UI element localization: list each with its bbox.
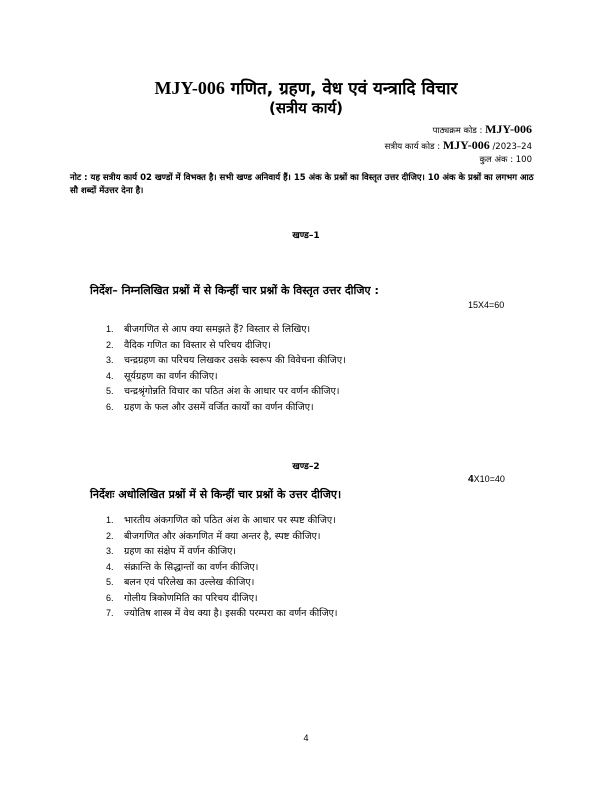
question-number: 1. xyxy=(106,324,114,334)
section-1-question-list xyxy=(106,322,346,415)
document-subtitle: (सत्रीय कार्य) xyxy=(268,99,344,117)
question-number: 2. xyxy=(106,339,114,350)
section-2-question-list xyxy=(106,513,338,622)
section-2-marks-rest: X10=40 xyxy=(473,474,505,484)
question-text: ग्रहण के फल और उसमें वर्जित कार्यों का वर्णन कीजिए। xyxy=(124,401,314,413)
question-text: चन्द्रग्रहण का परिचय लिखकर उसके स्वरूप की विवेचना कीजिए। xyxy=(124,355,346,366)
question-item xyxy=(106,353,346,369)
question-text: गोलीय त्रिकोणमिति का परिचय दीजिए। xyxy=(124,592,258,604)
question-item xyxy=(106,322,346,338)
section-1-instruction: निर्देश– निम्नलिखित प्रश्नों में से किन्हीं चार प्रश्नों के विस्तृत उत्तर दीजिए : xyxy=(90,284,379,297)
question-item xyxy=(106,529,338,545)
section-1-heading: खण्ड–1 xyxy=(292,231,320,241)
question-item xyxy=(106,513,338,529)
assignment-code-value: MJY-006 xyxy=(442,138,490,152)
question-text: चन्द्रश्रृंगोन्नति विचार का पठित अंश के आधार पर वर्णन कीजिए। xyxy=(124,386,340,397)
question-text: बीजगणित से आप क्या समझते हैं? विस्तार से लिखिए। xyxy=(124,324,311,335)
question-number: 1. xyxy=(106,515,114,525)
question-number: 5. xyxy=(106,386,114,396)
section-2-marks xyxy=(468,474,505,485)
section-2-marks-count: 4 xyxy=(468,474,474,485)
section-2-heading: खण्ड–2 xyxy=(292,462,320,472)
title-text: गणित, ग्रहण, वेध एवं यन्त्रादि विचार xyxy=(230,79,458,99)
question-text: वैदिक गणित का विस्तार से परिचय दीजिए। xyxy=(124,339,271,351)
question-text: सूर्यग्रहण का वर्णन कीजिए। xyxy=(124,370,218,382)
question-item xyxy=(106,560,338,576)
question-text: बलन एवं परिलेख का उल्लेख कीजिए। xyxy=(124,577,255,588)
question-item xyxy=(106,575,338,591)
question-item xyxy=(106,338,346,354)
question-number: 2. xyxy=(106,530,114,541)
question-number: 6. xyxy=(106,592,114,603)
question-number: 4. xyxy=(106,561,114,572)
title-course-code: MJY-006 xyxy=(154,78,225,98)
question-text: ज्योतिष शास्त्र में वेध क्या है। इसकी परम्परा का वर्णन कीजिए। xyxy=(124,608,338,619)
question-number: 3. xyxy=(106,355,114,365)
question-text: ग्रहण का संक्षेप में वर्णन कीजिए। xyxy=(124,546,236,557)
total-marks: कुल अंक : 100 xyxy=(479,155,532,165)
session-year: /2023–24 xyxy=(492,142,532,152)
course-code-label: पाठ्यक्रम कोड : xyxy=(432,126,483,136)
section-1-marks: 15X4=60 xyxy=(468,300,505,310)
question-item xyxy=(106,384,346,400)
section-2-instruction: निर्देशः अधोलिखित प्रश्नों में से किन्हीं चार प्रश्नों के उत्तर दीजिए। xyxy=(90,488,342,501)
question-number: 7. xyxy=(106,608,114,618)
question-number: 4. xyxy=(106,370,114,381)
document-title xyxy=(0,76,612,99)
assignment-code-line xyxy=(385,138,532,153)
course-code-line xyxy=(433,122,532,137)
assignment-note: नोट : यह सत्रीय कार्य 02 खण्डों में विभक्त है। सभी खण्ड अनिवार्य हैं। 15 अंक के प्रश्नों का विस्तृत उत्तर दीजिए। 10 अंक के प्रश्नों का लगभग आठ सौ शब्दों मेंउत्तर देना है। xyxy=(70,173,534,196)
question-item xyxy=(106,544,338,560)
assignment-code-label: सत्रीय कार्य कोड : xyxy=(384,142,441,152)
question-item xyxy=(106,369,346,385)
question-item xyxy=(106,400,346,416)
page-number: 4 xyxy=(303,733,309,743)
question-number: 3. xyxy=(106,546,114,556)
question-number: 6. xyxy=(106,401,114,412)
course-code-value: MJY-006 xyxy=(485,122,532,136)
question-item xyxy=(106,591,338,607)
question-text: भारतीय अंकगणित को पठित अंश के आधार पर स्पष्ट कीजिए। xyxy=(124,515,336,526)
question-item xyxy=(106,606,338,622)
question-text: संक्रान्ति के सिद्धान्तों का वर्णन कीजिए। xyxy=(124,561,259,573)
question-text: बीजगणित और अंकगणित में क्या अन्तर है, स्पष्ट कीजिए। xyxy=(124,530,321,542)
question-number: 5. xyxy=(106,577,114,587)
